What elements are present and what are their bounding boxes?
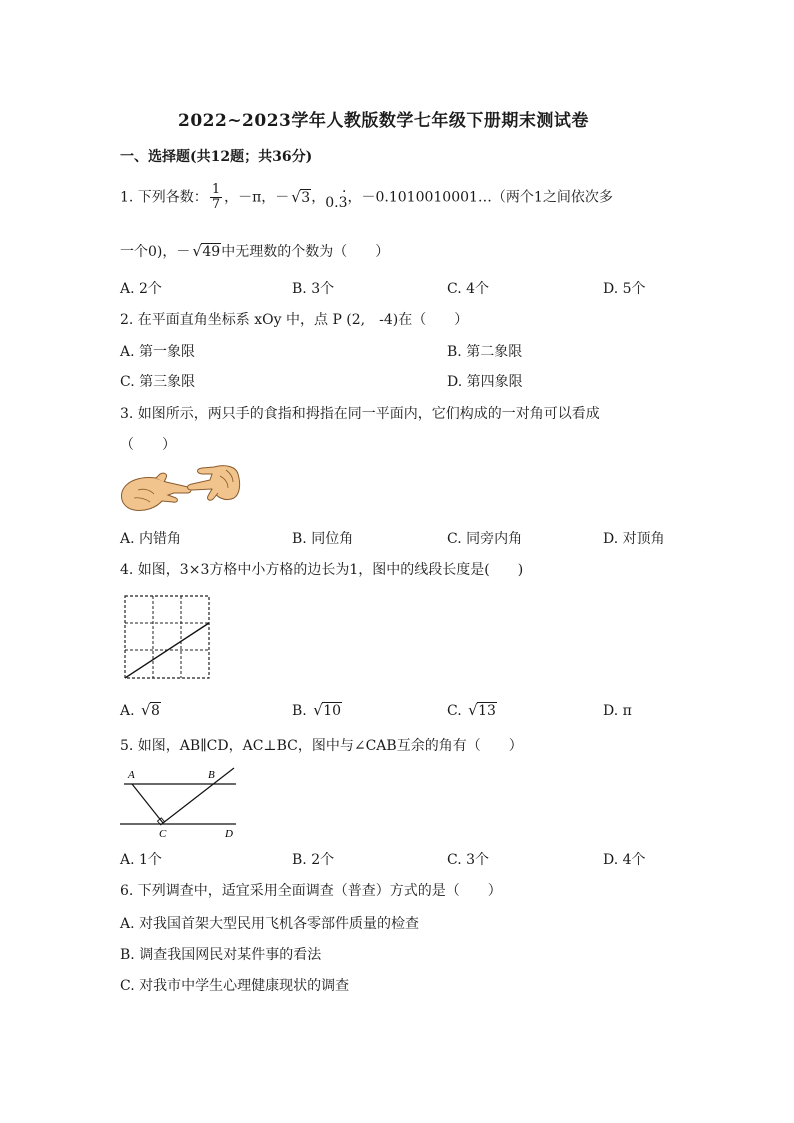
q4-option-b: B. √ 10 [292,702,342,720]
q4-option-a: A. √ 8 [120,702,161,720]
q1-option-b: B. 3个 [292,281,335,297]
q2-option-c: C. 第三象限 [120,374,196,390]
q6-option-a: A. 对我国首架大型民用飞机各零部件质量的检查 [120,916,420,932]
q1-option-a: A. 2个 [120,281,162,297]
section-heading: 一、选择题(共12题；共36分) [120,149,313,165]
label-c: C [159,828,167,840]
q4-option-c: C. √ 13 [447,702,497,720]
q1-pi-item: ，－π，－ [224,189,290,206]
q2-option-d: D. 第四象限 [447,374,523,390]
q5-option-b: B. 2个 [292,852,335,868]
q3-option-c: C. 同旁内角 [447,531,523,547]
question-5: 5. 如图，AB∥CD，AC⊥BC，图中与∠CAB互余的角有（ ） [120,738,523,754]
q1-decimal-item: ，－0.1010010001…（两个1之间依次多 [347,189,613,206]
page-title: 2022~2023学年人教版数学七年级下册期末测试卷 [178,111,589,131]
q1-prefix: 1. 下列各数： [120,189,208,206]
grid-figure [122,593,212,681]
question-6: 6. 下列调查中，适宜采用全面调查（普查）方式的是（ ） [120,883,502,899]
q3-option-d: D. 对顶角 [603,531,665,547]
q3-option-b: B. 同位角 [292,531,354,547]
q2-option-a: A. 第一象限 [120,344,196,360]
q1-sqrt-49: √ 49 [192,243,221,261]
q1-option-d: D. 5个 [603,281,646,297]
parallel-lines-figure [118,764,244,842]
q1-sqrt-3: √ 3 [291,189,311,207]
q1-repeating-decimal: 0.3 · [325,195,347,211]
q6-option-b: B. 调查我国网民对某件事的看法 [120,947,322,963]
q4-option-d: D. π [603,703,632,719]
question-1-line-1: 1. 下列各数： $\frac{1}{7}$ ，－π，－√ 3，0.3 ·，－0.1010010001…（两个1之间依次多 [120,183,613,212]
q2-option-b: B. 第二象限 [447,344,523,360]
question-3-line-1: 3. 如图所示，两只手的食指和拇指在同一平面内，它们构成的一对角可以看成 [120,406,600,422]
label-a: A [128,769,135,781]
q5-option-a: A. 1个 [120,852,162,868]
hands-figure [116,460,244,518]
q1-option-c: C. 4个 [447,281,490,297]
q3-option-a: A. 内错角 [120,531,182,547]
q6-option-c: C. 对我市中学生心理健康现状的调查 [120,978,350,994]
question-1-line-2: 一个0)，－√ 49中无理数的个数为（ ） [120,243,389,261]
question-4: 4. 如图，3×3方格中小方格的边长为1，图中的线段长度是( ) [120,562,524,578]
q5-option-c: C. 3个 [447,852,490,868]
label-b: B [208,769,215,781]
label-d: D [225,828,233,840]
question-3-line-2: （ ） [120,437,176,453]
question-2: 2. 在平面直角坐标系 xOy 中，点 P (2, -4)在（ ） [120,312,469,328]
q5-option-d: D. 4个 [603,852,646,868]
q1-fraction: $\frac{1}{7}$ [211,182,221,212]
